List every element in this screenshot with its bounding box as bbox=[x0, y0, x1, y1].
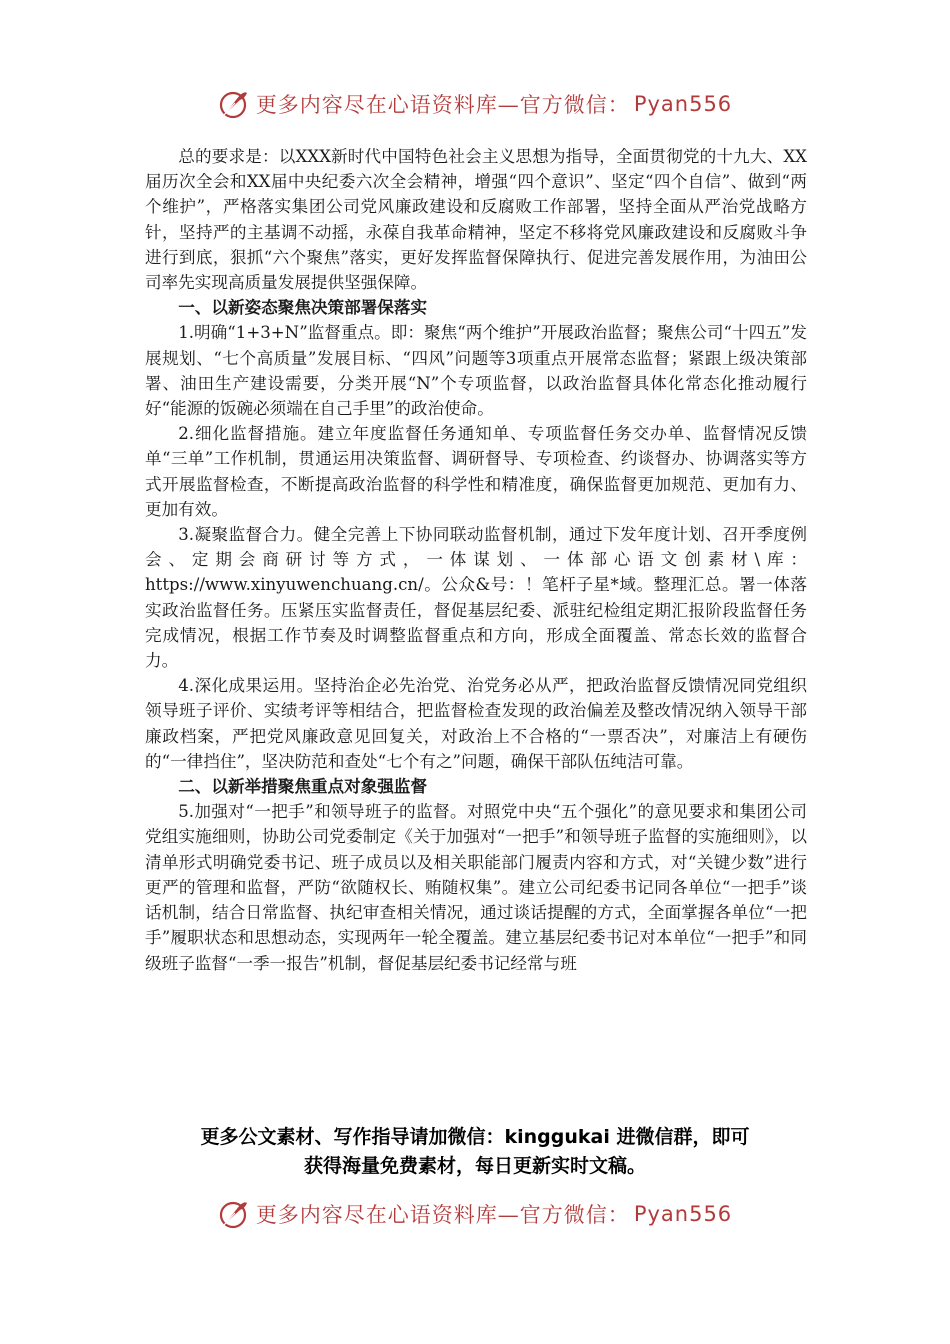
header-banner-text: 更多内容尽在心语资料库—官方微信： bbox=[255, 93, 630, 117]
header-banner bbox=[0, 84, 950, 124]
promo-line-1: 更多公文素材、写作指导请加微信：kinggukai 进微信群，即可 bbox=[200, 1126, 750, 1148]
document-body bbox=[145, 144, 807, 976]
promo-notice bbox=[90, 1123, 860, 1181]
item-1-paragraph: 1.明确“1+3+N”监督重点。即：聚焦“两个维护”开展政治监督；聚焦公司“十四五”发展规划、“七个高质量”发展目标、“四风”问题等3项重点开展常态监督；紧跟上级决策部署、油田生产建设需要，分类开展“N”个专项监督，以政治监督具体化常态化推动履行好“能源的饭碗必须端在自己手里”的政治使命。 bbox=[145, 323, 807, 419]
quill-pen-logo-icon bbox=[218, 1198, 250, 1230]
footer-banner bbox=[0, 1194, 950, 1234]
quill-pen-logo-icon bbox=[218, 88, 250, 120]
footer-banner-text: 更多内容尽在心语资料库—官方微信： bbox=[255, 1203, 630, 1227]
item-4-paragraph: 4.深化成果运用。坚持治企必先治党、治党务必从严，把政治监督反馈情况同党组织领导班子评价、实绩考评等相结合，把监督检查发现的政治偏差及整改情况纳入领导干部廉政档案，严把党风廉政意见回复关，对政治上不合格的“一票否决”，对廉洁上有硬伤的“一律挡住”，坚决防范和查处“七个有之”问题，确保干部队伍纯洁可靠。 bbox=[145, 676, 807, 771]
header-wechat-id: Pyan556 bbox=[633, 92, 733, 116]
section-heading-2: 二、以新举措聚焦重点对象强监督 bbox=[178, 776, 428, 797]
promo-line-2: 获得海量免费素材，每日更新实时文稿。 bbox=[303, 1155, 646, 1177]
item-3-paragraph: 3.凝聚监督合力。健全完善上下协同联动监督机制，通过下发年度计划、召开季度例会、定期会商研讨等方式，一体谋划、一体部心语文创素材\库：https://www.xinyuwenchuang.cn/。公众&号：！笔杆子星*域。整理汇总。署一体落实政治监督任务。压紧压实监督责任，督促基层纪委、派驻纪检组定期汇报阶段监督任务完成情况，根据工作节奏及时调整监督重点和方向，形成全面覆盖、常态长效的监督合力。 bbox=[145, 525, 807, 671]
section-heading-1: 一、以新姿态聚焦决策部署保落实 bbox=[178, 297, 428, 318]
item-5-paragraph: 5.加强对“一把手”和领导班子的监督。对照党中央“五个强化”的意见要求和集团公司党组实施细则，协助公司党委制定《关于加强对“一把手”和领导班子监督的实施细则》，以清单形式明确党委书记、班子成员以及相关职能部门履责内容和方式，对“关键少数”进行更严的管理和监督，严防“欲随权长、贿随权集”。建立公司纪委书记同各单位“一把手”谈话机制，结合日常监督、执纪审查相关情况，通过谈话提醒的方式，全面掌握各单位“一把手”履职状态和思想动态，实现两年一轮全覆盖。建立基层纪委书记对本单位“一把手”和同级班子监督“一季一报告”机制，督促基层纪委书记经常与班 bbox=[145, 802, 807, 973]
item-2-paragraph: 2.细化监督措施。建立年度监督任务通知单、专项监督任务交办单、监督情况反馈单“三单”工作机制，贯通运用决策监督、调研督导、专项检查、约谈督办、协调落实等方式开展监督检查，不断提高政治监督的科学性和精准度，确保监督更加规范、更加有力、更加有效。 bbox=[145, 424, 807, 519]
intro-paragraph: 总的要求是：以XXX新时代中国特色社会主义思想为指导，全面贯彻党的十九大、XX届历次全会和XX届中央纪委六次全会精神，增强“四个意识”、坚定“四个自信”、做到“两个维护”，严格落实集团公司党风廉政建设和反腐败工作部署，坚持全面从严治党战略方针，坚持严的主基调不动摇，永葆自我革命精神，坚定不移将党风廉政建设和反腐败斗争进行到底，狠抓“六个聚焦”落实，更好发挥监督保障执行、促进完善发展作用，为油田公司率先实现高质量发展提供坚强保障。 bbox=[145, 147, 807, 293]
footer-wechat-id: Pyan556 bbox=[633, 1202, 733, 1226]
